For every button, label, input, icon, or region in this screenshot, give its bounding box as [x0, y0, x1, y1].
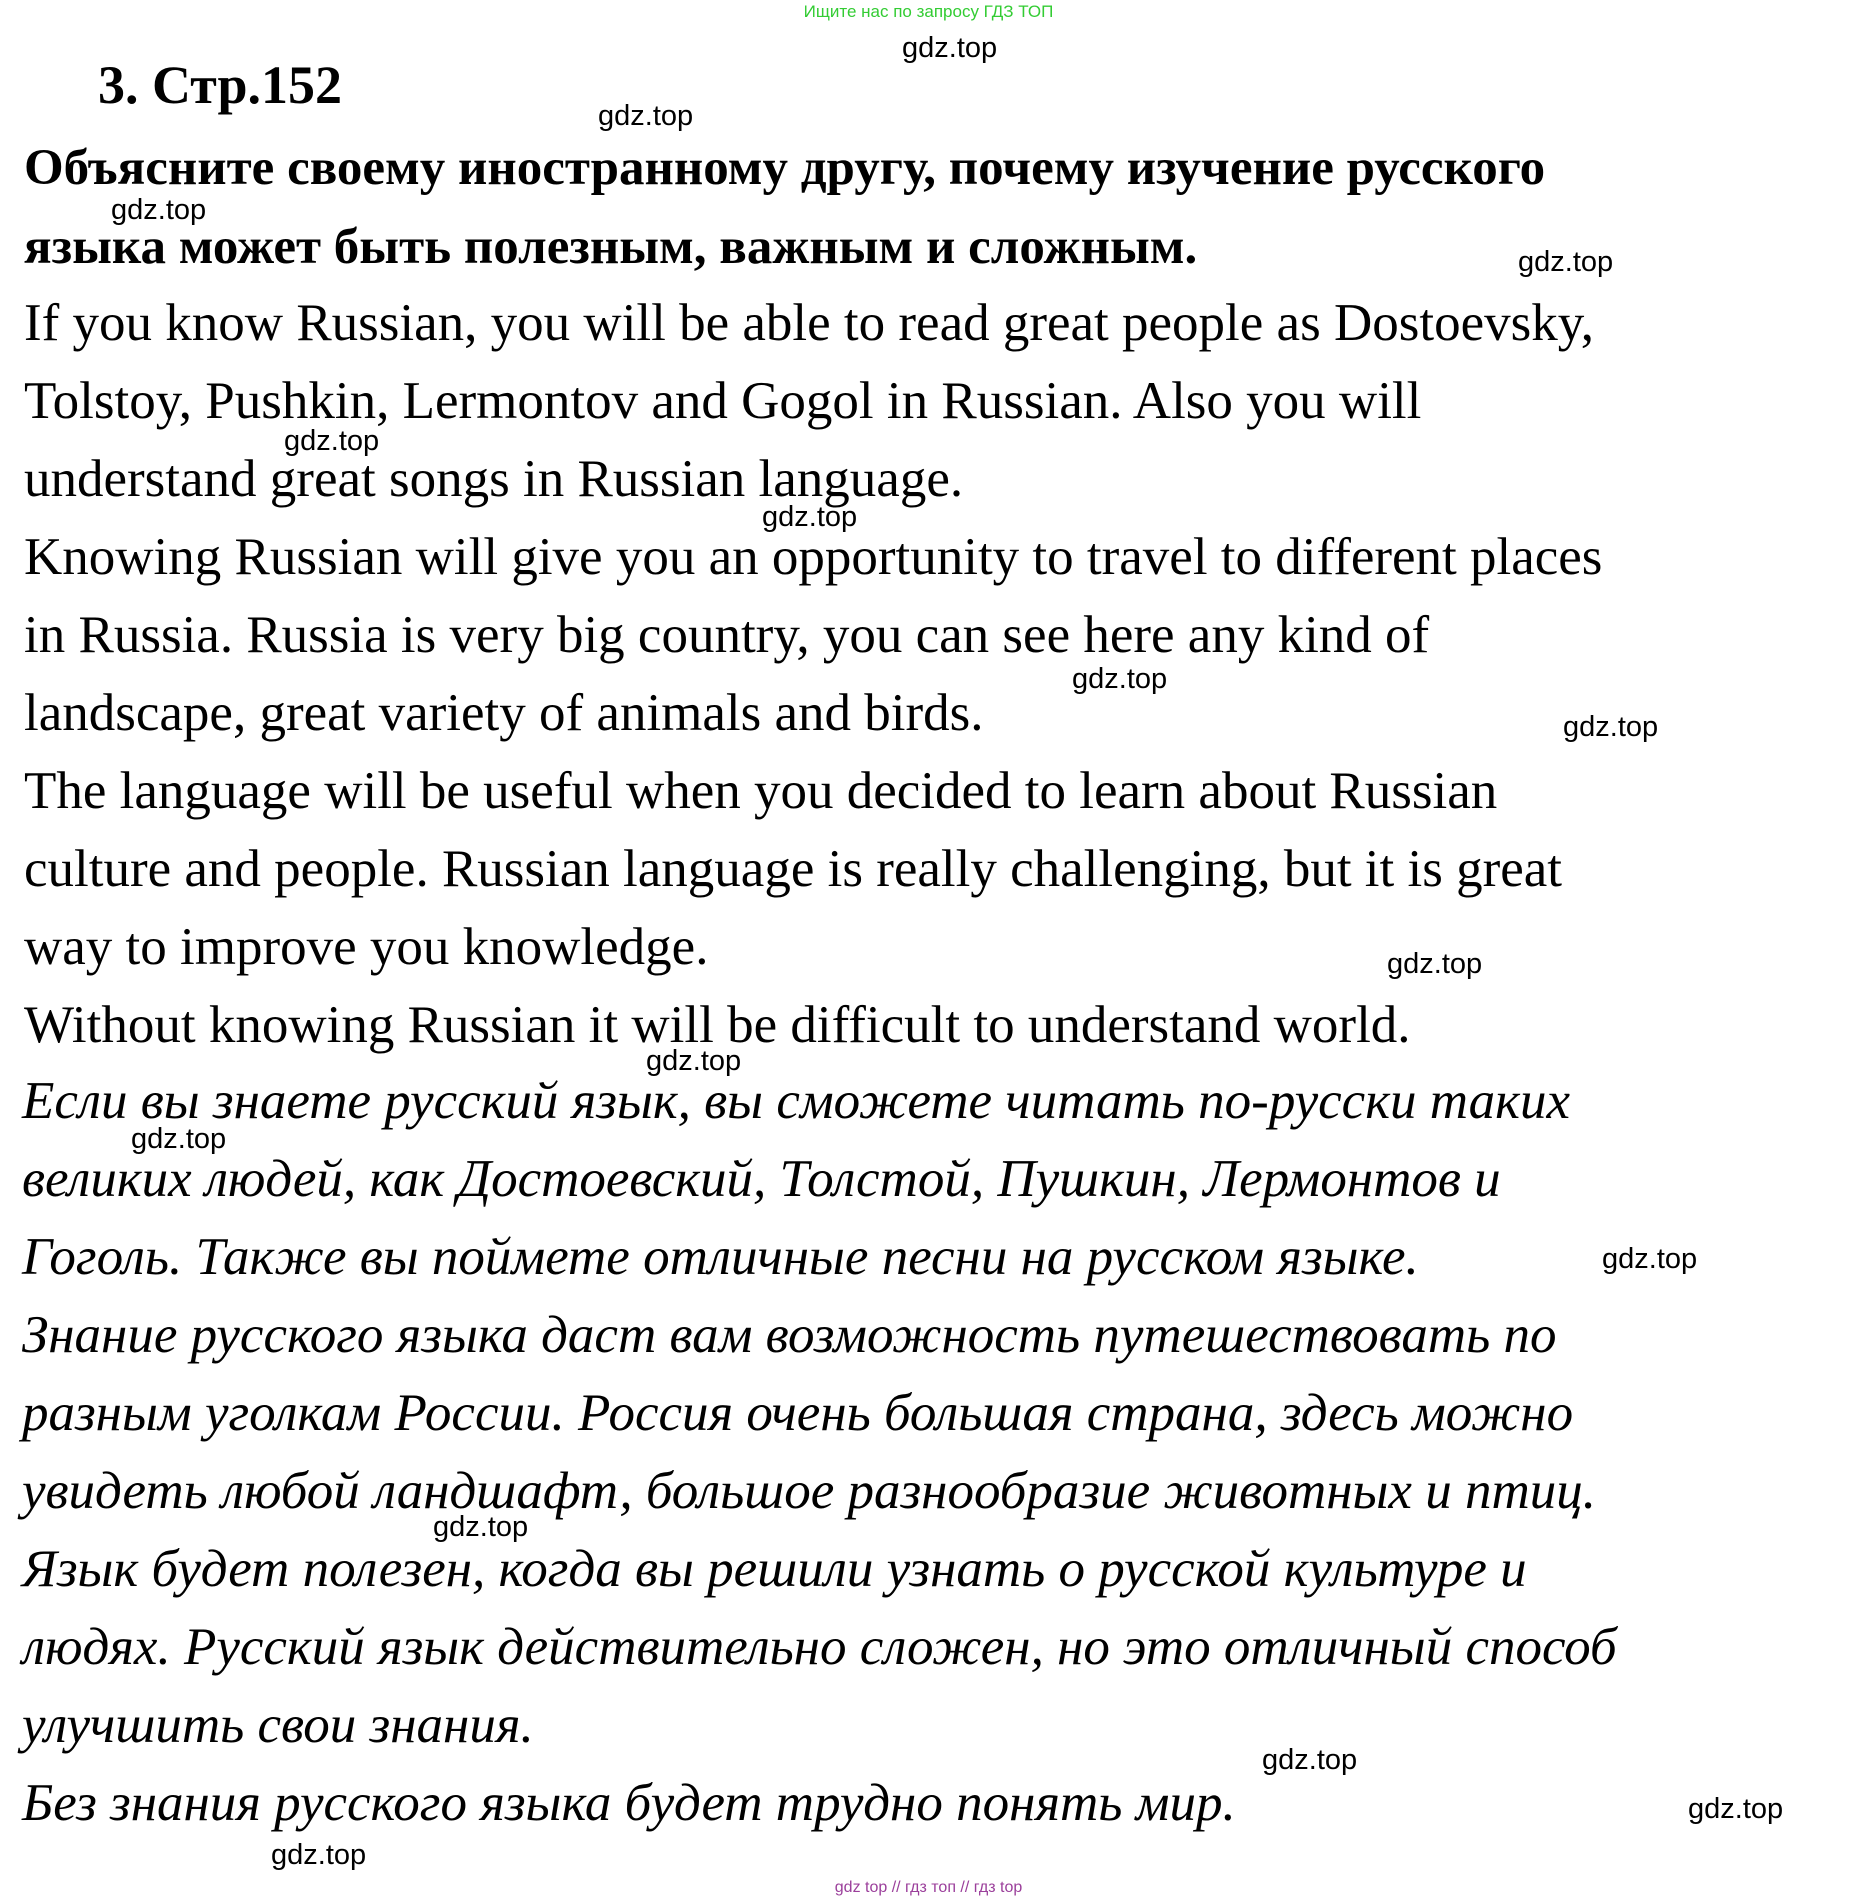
watermark: gdz.top: [1072, 663, 1168, 695]
answer-ru-line-1: Если вы знаете русский язык, вы сможете читать по-русски таких: [22, 1072, 1570, 1130]
question-line-1: Объясните своему иностранному другу, почему изучение русского: [24, 140, 1546, 196]
answer-en-line-7: The language will be useful when you decided to learn about Russian: [24, 762, 1498, 820]
bottom-banner: gdz top // гдз топ // гдз top: [834, 1879, 1023, 1896]
answer-en-line-6: landscape, great variety of animals and birds.: [24, 684, 984, 742]
watermark: gdz.top: [1563, 711, 1659, 743]
watermark: gdz.top: [433, 1511, 529, 1543]
answer-en-line-4: Knowing Russian will give you an opportunity to travel to different places: [24, 528, 1603, 586]
top-banner: Ищите нас по запросу ГДЗ ТОП: [803, 2, 1054, 21]
answer-ru-line-8: людях. Русский язык действительно сложен, но это отличный способ: [22, 1618, 1617, 1676]
answer-ru-line-6: увидеть любой ландшафт, большое разнообразие животных и птиц.: [22, 1462, 1596, 1520]
watermark: gdz.top: [598, 100, 694, 132]
answer-en-line-3: understand great songs in Russian language.: [24, 450, 964, 508]
question-line-2: языка может быть полезным, важным и сложным.: [24, 219, 1198, 275]
watermark: gdz.top: [1262, 1744, 1358, 1776]
watermark: gdz.top: [1387, 948, 1483, 980]
watermark: gdz.top: [284, 425, 380, 457]
answer-ru-line-2: великих людей, как Достоевский, Толстой, Пушкин, Лермонтов и: [22, 1150, 1501, 1208]
answer-en-line-9: way to improve you knowledge.: [24, 918, 709, 976]
watermark: gdz.top: [646, 1045, 742, 1077]
answer-en-line-2: Tolstoy, Pushkin, Lermontov and Gogol in Russian. Also you will: [24, 372, 1422, 430]
answer-ru-line-9: улучшить свои знания.: [22, 1696, 534, 1754]
answer-en-line-5: in Russia. Russia is very big country, you can see here any kind of: [24, 606, 1430, 664]
answer-en-line-1: If you know Russian, you will be able to read great people as Dostoevsky,: [24, 294, 1595, 352]
watermark: gdz.top: [902, 32, 998, 64]
task-heading: 3. Стр.152: [98, 55, 343, 115]
answer-en-line-8: culture and people. Russian language is really challenging, but it is great: [24, 840, 1563, 898]
answer-ru-line-4: Знание русского языка даст вам возможность путешествовать по: [22, 1306, 1557, 1364]
answer-en-line-10: Without knowing Russian it will be difficult to understand world.: [24, 996, 1411, 1054]
answer-ru-line-5: разным уголкам России. Россия очень большая страна, здесь можно: [22, 1384, 1574, 1442]
watermark: gdz.top: [271, 1839, 367, 1871]
watermark: gdz.top: [1518, 246, 1614, 278]
watermark: gdz.top: [762, 501, 858, 533]
answer-ru-line-7: Язык будет полезен, когда вы решили узнать о русской культуре и: [22, 1540, 1527, 1598]
watermark: gdz.top: [131, 1123, 227, 1155]
watermark: gdz.top: [1602, 1243, 1698, 1275]
watermark: gdz.top: [1688, 1793, 1784, 1825]
answer-ru-line-10: Без знания русского языка будет трудно понять мир.: [22, 1774, 1236, 1832]
answer-ru-line-3: Гоголь. Также вы поймете отличные песни на русском языке.: [22, 1228, 1419, 1286]
watermark: gdz.top: [111, 194, 207, 226]
